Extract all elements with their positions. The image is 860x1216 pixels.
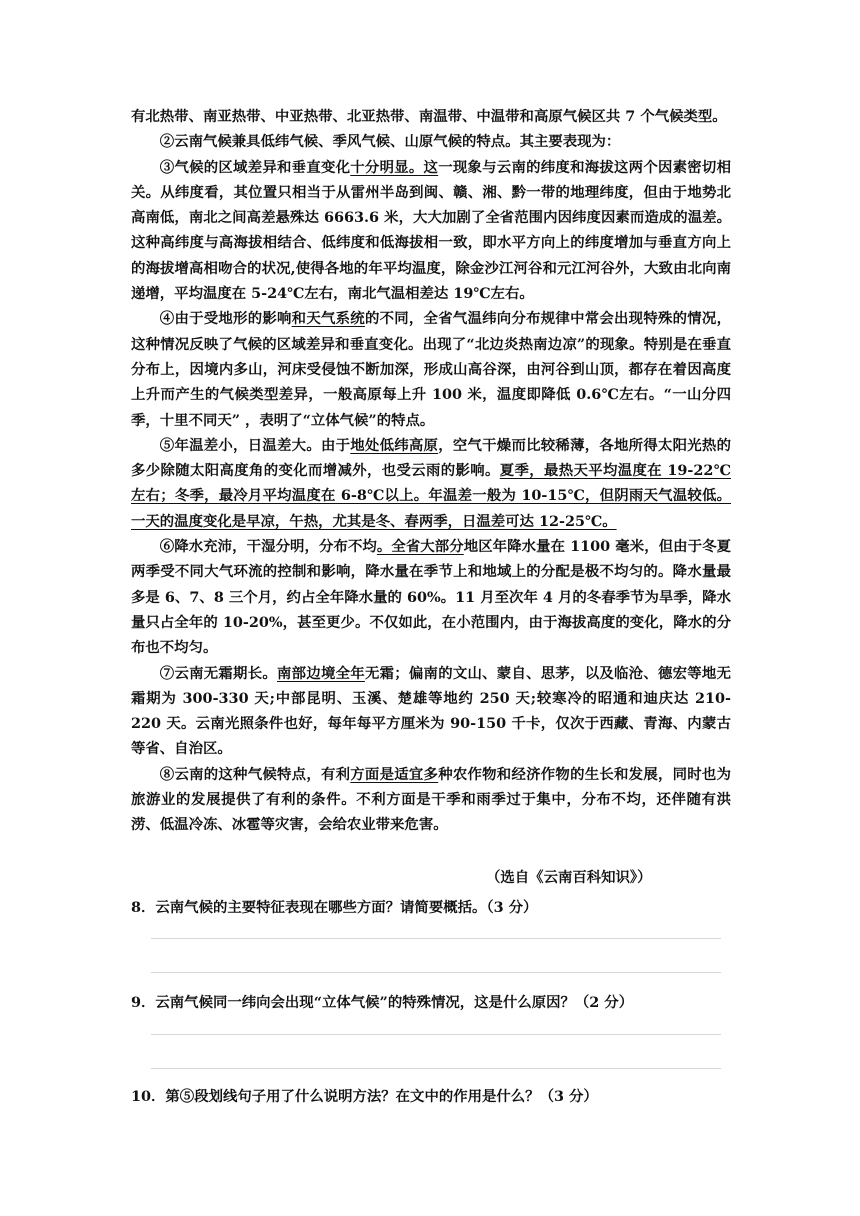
underlined-text: 地处低纬高原 xyxy=(350,436,439,454)
answer-line[interactable] xyxy=(151,1068,721,1069)
question-10: 10．第⑤段划线句子用了什么说明方法？在文中的作用是什么？（3 分） xyxy=(131,1088,598,1105)
paragraph-8 xyxy=(131,762,731,838)
paragraph-7 xyxy=(131,661,731,762)
underlined-text: 南部边境全年 xyxy=(277,664,365,682)
text-run: 地区年降水量在 1100 毫米，但由于冬夏两季受不同大气环流的控制和影响，降水量在季节上和地域上的分配是极不均匀的。降水量最多是 6、7、8 三个月，约占全年降水量的 60%。11 月至次年 4 月的冬春季节为旱季，降水量只占全年的 10-20%，甚至更少。不仅如此，在小范围内，由于海拔高度的变化，降水的分布也不均匀。 xyxy=(131,538,731,657)
underlined-text: 十分明显。这 xyxy=(350,158,439,176)
underlined-text: 和天气系统 xyxy=(291,310,365,328)
source-citation: （选自《云南百科知识》） xyxy=(486,869,652,886)
text-run: 一现象与云南的纬度和海拔这两个因素密切相关。从纬度看，其位置只相当于从雷州半岛到闽、赣、湘、黔一带的地理纬度，但由于地势北高南低，南北之间高差悬殊达 6663.6 米，大大加剧了全省范围内因纬度因素而造成的温差。这种高纬度与高海拔相结合、低纬度和低海拔相一致，即水平方向上的纬度增加与垂直方向上的海拔增高相吻合的状况,使得各地的年平均温度，除金沙江河谷和元江河谷外，大致由北向南递增，平均温度在 5-24℃左右，南北气温相差达 19℃左右。 xyxy=(131,158,731,303)
text-run: 的不同，全省气温纬向分布规律中常会出现特殊的情况，这种情况反映了气候的区域差异和垂直变化。出现了“北边炎热南边凉”的现象。特别是在垂直分布上，因境内多山，河床受侵蚀不断加深，形成山高谷深，由河谷到山顶，都存在着因高度上升而产生的气候类型差异，一般高原每上升 100 米，温度即降低 0.6℃左右。“一山分四季，十里不同天” ，表明了“立体气候”的特点。 xyxy=(131,310,731,429)
underlined-text: 方面是适宜多 xyxy=(350,765,439,783)
paragraph-5 xyxy=(131,433,731,534)
underlined-sentence: 夏季，最热天平均温度在 19-22℃左右；冬季，最冷月平均温度在 6-8℃以上。年温差一般为 10-15℃，但阴雨天气温较低。一天的温度变化是早凉，午热，尤其是冬、春两季，日温差可达 12-25℃。 xyxy=(131,462,731,530)
question-8: 8．云南气候的主要特征表现在哪些方面？请简要概括。（3 分） xyxy=(131,899,538,916)
passage-body xyxy=(131,104,731,838)
text-run: 无霜；偏南的文山、蒙自、思茅，以及临沧、德宏等地无霜期为 300-330 天;中部昆明、玉溪、楚雄等地约 250 天;较寒冷的昭通和迪庆达 210-220 天。云南光照条件也好，每年每平方厘米为 90-150 千卡，仅次于西藏、青海、内蒙古等省、自治区。 xyxy=(131,664,731,758)
text-run: ⑦云南无霜期长。 xyxy=(159,664,278,682)
answer-line[interactable] xyxy=(151,1034,721,1035)
answer-line[interactable] xyxy=(151,938,721,939)
text-run: ⑥降水充沛，干湿分明，分布不均 xyxy=(159,538,377,556)
text-run: ⑧云南的这种气候特点，有利 xyxy=(159,765,351,783)
text-run: ，空气干燥而比较稀薄，各地所得太阳光热的多少除随太阳高度角的变化而增减外，也受云雨的影响。 xyxy=(131,436,731,480)
question-9: 9．云南气候同一纬向会出现“立体气候”的特殊情况，这是什么原因？（2 分） xyxy=(131,994,634,1011)
text-run: 种农作物和经济作物的生长和发展，同时也为旅游业的发展提供了有利的条件。不利方面是干季和雨季过于集中，分布不均，还伴随有洪涝、低温冷冻、冰雹等灾害，会给农业带来危害。 xyxy=(131,765,731,834)
paragraph-4 xyxy=(131,306,731,432)
paragraph-2: ②云南气候兼具低纬气候、季风气候、山原气候的特点。其主要表现为： xyxy=(159,133,621,151)
text-run: ⑤年温差小，日温差大。由于 xyxy=(159,436,351,454)
paragraph-6 xyxy=(131,534,731,660)
text-run: ④由于受地形的影响 xyxy=(159,310,292,328)
text-run: ③气候的区域差异和垂直变化 xyxy=(159,158,351,176)
paragraph-3 xyxy=(131,155,731,307)
underlined-text: 。全省大部分 xyxy=(376,538,464,556)
paragraph-1-end: 有北热带、南亚热带、中亚热带、北亚热带、南温带、中温带和高原气候区共 7 个气候类型。 xyxy=(131,108,727,125)
answer-line[interactable] xyxy=(151,972,721,973)
